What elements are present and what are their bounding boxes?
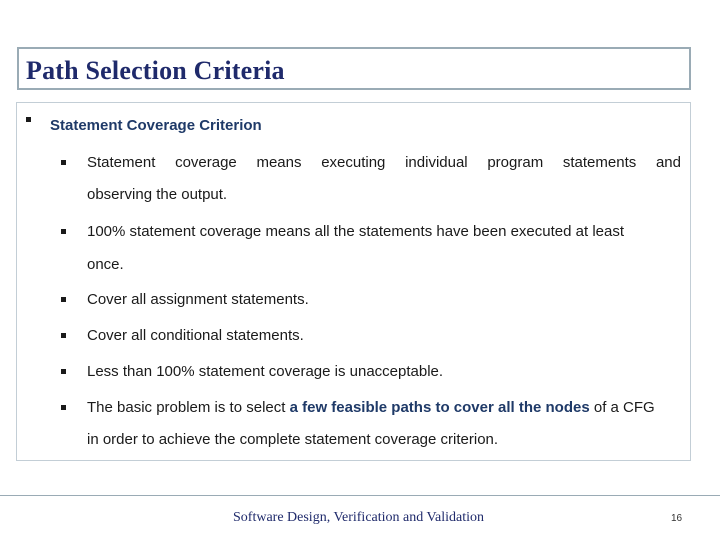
text-run: The basic problem is to select [87, 399, 290, 416]
bullet-line: 100% statement coverage means all the statements have been executed at least [87, 223, 624, 240]
bullet-square-icon [61, 297, 66, 302]
word: executing [321, 154, 386, 171]
bullet-square-icon [61, 405, 66, 410]
bullet-line: Cover all conditional statements. [87, 327, 304, 344]
highlight-text: a few feasible paths to cover all the nodes [289, 399, 590, 416]
word: statements [562, 154, 637, 171]
word: individual [405, 154, 468, 171]
word: coverage [175, 154, 237, 171]
word: program [487, 154, 544, 171]
word: means [256, 154, 302, 171]
page-number: 16 [671, 513, 683, 524]
word: Statement [87, 154, 156, 171]
footer-divider [0, 495, 720, 496]
slide-title: Path Selection Criteria [26, 56, 285, 85]
bullet-line: once. [87, 256, 124, 273]
text-run: of a CFG [589, 399, 655, 416]
bullet-line: observing the output. [87, 186, 228, 203]
bullet-line: in order to achieve the complete statement coverage criterion. [87, 431, 499, 448]
bullet-line: Less than 100% statement coverage is unacceptable. [87, 363, 444, 380]
word: and [655, 154, 681, 171]
footer-text: Software Design, Verification and Validation [233, 510, 485, 525]
bullet-line [87, 399, 681, 416]
bullet-square-icon [61, 229, 66, 234]
bullet-line: Cover all assignment statements. [87, 291, 309, 308]
section-heading: Statement Coverage Criterion [50, 117, 262, 134]
bullet-square-icon [61, 369, 66, 374]
bullet-square-icon [26, 117, 31, 122]
bullet-square-icon [61, 160, 66, 165]
bullet-line [87, 154, 681, 171]
title-box [17, 47, 691, 90]
bullet-square-icon [61, 333, 66, 338]
